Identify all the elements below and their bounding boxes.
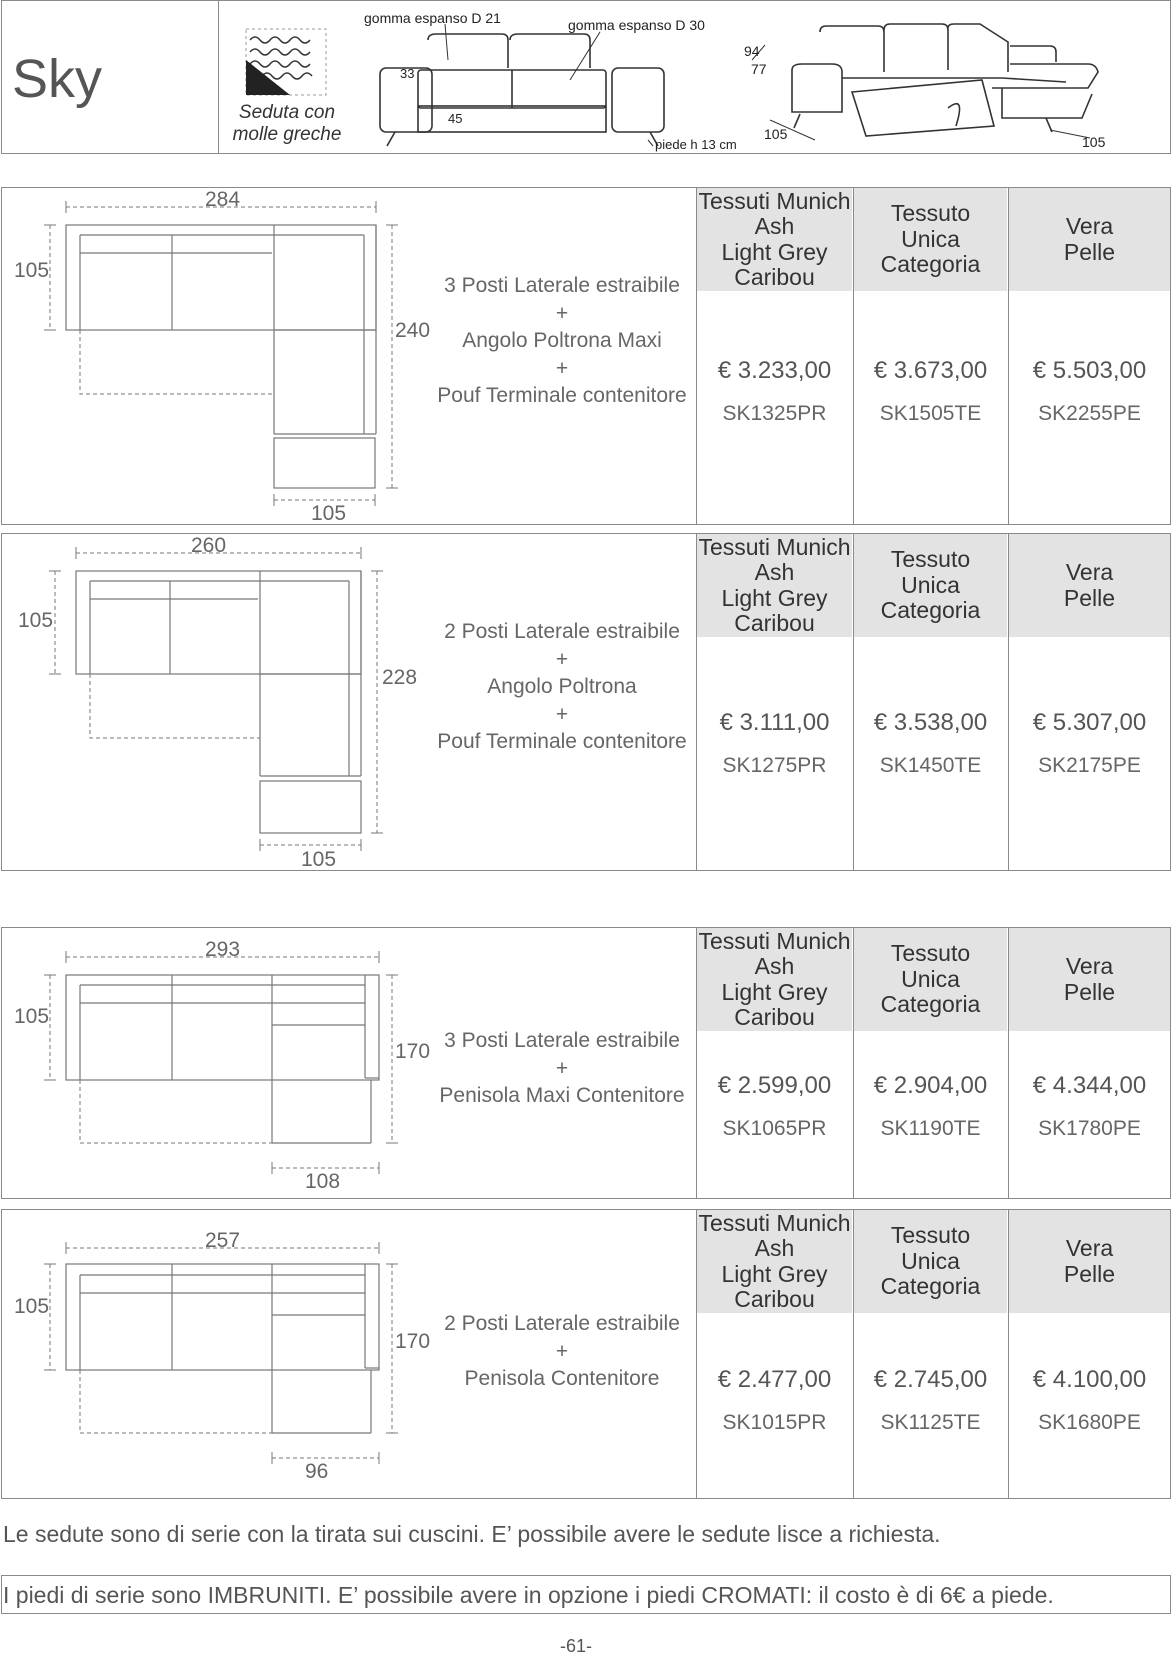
dim-side: 240 — [395, 319, 431, 342]
header-line: Tessuto — [890, 940, 971, 967]
code-unica: SK1125TE — [880, 1411, 981, 1434]
header-line: Categoria — [880, 597, 981, 624]
foam-d30-label: gomma espanso D 30 — [568, 17, 705, 33]
desc-line: 2 Posti Laterale estraibile — [444, 1312, 680, 1335]
page-number: -61- — [560, 1636, 593, 1656]
code-pelle: SK2255PE — [1038, 402, 1141, 425]
desc-line: Pouf Terminale contenitore — [437, 730, 687, 753]
dim-side: 228 — [382, 666, 418, 689]
header-line: Ash — [754, 559, 795, 585]
code-pelle: SK1680PE — [1038, 1411, 1141, 1434]
code-munich: SK1015PR — [722, 1411, 827, 1434]
header-unica — [854, 534, 1007, 637]
price-pelle: € 5.307,00 — [1032, 709, 1147, 736]
desc-line: Pouf Terminale contenitore — [437, 384, 687, 407]
header-line: Tessuti Munich — [698, 927, 851, 954]
price-munich: € 2.477,00 — [717, 1366, 832, 1393]
header-line: Caribou — [734, 1004, 815, 1030]
header-line: Caribou — [734, 1286, 815, 1312]
code-unica: SK1505TE — [879, 402, 982, 425]
sofa-corner-drawing — [0, 0, 1172, 160]
code-pelle: SK2175PE — [1038, 754, 1141, 777]
header-line: Categoria — [880, 1273, 981, 1300]
desc-line: Penisola Maxi Contenitore — [439, 1084, 685, 1107]
header-line: Vera — [1065, 953, 1114, 979]
config-description — [427, 1310, 697, 1393]
dim-width: 257 — [205, 1229, 241, 1252]
feet-note: I piedi di serie sono IMBRUNITI. E’ possibile avere in opzione i piedi CROMATI: il costo è di 6€ a piede. — [3, 1582, 1054, 1608]
desc-line: + — [555, 702, 569, 726]
header-line: Tessuto — [890, 200, 971, 227]
dim-45-label: 45 — [448, 111, 463, 126]
header-line: Unica — [901, 1247, 960, 1274]
price-unica: € 2.904,00 — [873, 1072, 988, 1099]
header-line: Unica — [901, 225, 960, 252]
config-description — [427, 618, 697, 756]
price-munich: € 3.233,00 — [717, 357, 832, 384]
header-line: Categoria — [880, 251, 981, 278]
dim-94-label: 94 — [744, 43, 760, 59]
dim-side: 170 — [395, 1330, 431, 1353]
header-munich — [697, 928, 852, 1031]
price-unica: € 3.538,00 — [873, 709, 988, 736]
header-line: Light Grey — [721, 1260, 828, 1287]
dim-bottom: 96 — [305, 1460, 329, 1483]
header-unica — [854, 1210, 1007, 1313]
cushion-note: Le sedute sono di serie con la tirata sui cuscini. E’ possibile avere le sedute lisce a richiesta. — [3, 1521, 941, 1547]
header-line: Light Grey — [721, 238, 828, 265]
desc-line: + — [555, 1339, 569, 1363]
header-line: Vera — [1065, 213, 1114, 239]
header-line: Light Grey — [721, 584, 828, 611]
dim-depth: 105 — [14, 1295, 50, 1318]
desc-line: + — [555, 647, 569, 671]
price-pelle: € 4.100,00 — [1032, 1366, 1147, 1393]
code-unica: SK1190TE — [880, 1117, 981, 1140]
header-line: Ash — [754, 1235, 795, 1261]
header-pelle — [1009, 188, 1170, 291]
dim-bottom: 108 — [305, 1170, 341, 1193]
header-line: Ash — [754, 953, 795, 979]
code-munich: SK1325PR — [722, 402, 827, 425]
header-line: Pelle — [1063, 584, 1116, 611]
code-unica: SK1450TE — [879, 754, 982, 777]
dim-77-label: 77 — [751, 61, 767, 77]
header-line: Tessuti Munich — [698, 533, 851, 560]
price-unica: € 2.745,00 — [873, 1366, 988, 1393]
header-line: Pelle — [1063, 978, 1116, 1005]
dim-105-right-label: 105 — [1082, 134, 1106, 150]
dim-depth: 105 — [14, 259, 50, 282]
header-pelle — [1009, 534, 1170, 637]
header-unica — [854, 928, 1007, 1031]
config-description — [427, 1027, 697, 1110]
spring-caption-line2: molle greche — [232, 124, 342, 145]
dim-bottom: 105 — [311, 502, 347, 525]
dim-width: 260 — [191, 534, 227, 557]
header-munich — [697, 1210, 852, 1313]
header-line: Vera — [1065, 1235, 1114, 1261]
header-line: Ash — [754, 213, 795, 239]
desc-line: 3 Posti Laterale estraibile — [444, 1029, 680, 1052]
dim-bottom: 105 — [301, 848, 337, 871]
desc-line: 3 Posti Laterale estraibile — [444, 274, 680, 297]
dim-33-label: 33 — [400, 66, 415, 81]
header-pelle — [1009, 928, 1170, 1031]
header-line: Unica — [901, 571, 960, 598]
price-munich: € 2.599,00 — [717, 1072, 832, 1099]
header-line: Unica — [901, 965, 960, 992]
header-munich — [697, 534, 852, 637]
header-line: Pelle — [1063, 238, 1116, 265]
header-line: Light Grey — [721, 978, 828, 1005]
foam-d21-label: gomma espanso D 21 — [364, 10, 501, 26]
price-munich: € 3.111,00 — [719, 709, 830, 736]
desc-line: + — [555, 356, 569, 380]
dim-depth: 105 — [14, 1005, 50, 1028]
header-line: Vera — [1065, 559, 1114, 585]
price-unica: € 3.673,00 — [873, 357, 988, 384]
price-pelle: € 4.344,00 — [1032, 1072, 1147, 1099]
spring-caption-line1: Seduta con — [238, 102, 336, 123]
desc-line: Penisola Contenitore — [464, 1367, 660, 1390]
dim-width: 284 — [205, 188, 241, 211]
header-line: Tessuti Munich — [698, 1209, 851, 1236]
desc-line: + — [555, 1056, 569, 1080]
price-pelle: € 5.503,00 — [1032, 357, 1147, 384]
header-pelle — [1009, 1210, 1170, 1313]
dim-105-left-label: 105 — [764, 126, 788, 142]
code-munich: SK1275PR — [722, 754, 827, 777]
desc-line: Angolo Poltrona Maxi — [462, 329, 662, 352]
dim-width: 293 — [205, 938, 241, 961]
header-line: Pelle — [1063, 1260, 1116, 1287]
header-line: Caribou — [734, 264, 815, 290]
dim-side: 170 — [395, 1040, 431, 1063]
header-line: Tessuti Munich — [698, 187, 851, 214]
header-line: Tessuto — [890, 546, 971, 573]
desc-line: + — [555, 301, 569, 325]
foot-height-label: piede h 13 cm — [655, 137, 737, 152]
header-munich — [697, 188, 852, 291]
header-unica — [854, 188, 1007, 291]
desc-line: 2 Posti Laterale estraibile — [444, 620, 680, 643]
header-line: Caribou — [734, 610, 815, 636]
header-line: Categoria — [880, 991, 981, 1018]
header-line: Tessuto — [890, 1222, 971, 1249]
code-pelle: SK1780PE — [1038, 1117, 1141, 1140]
desc-line: Angolo Poltrona — [487, 675, 637, 698]
config-description — [427, 272, 697, 410]
product-title: Sky — [12, 49, 103, 109]
code-munich: SK1065PR — [722, 1117, 827, 1140]
dim-depth: 105 — [18, 609, 54, 632]
